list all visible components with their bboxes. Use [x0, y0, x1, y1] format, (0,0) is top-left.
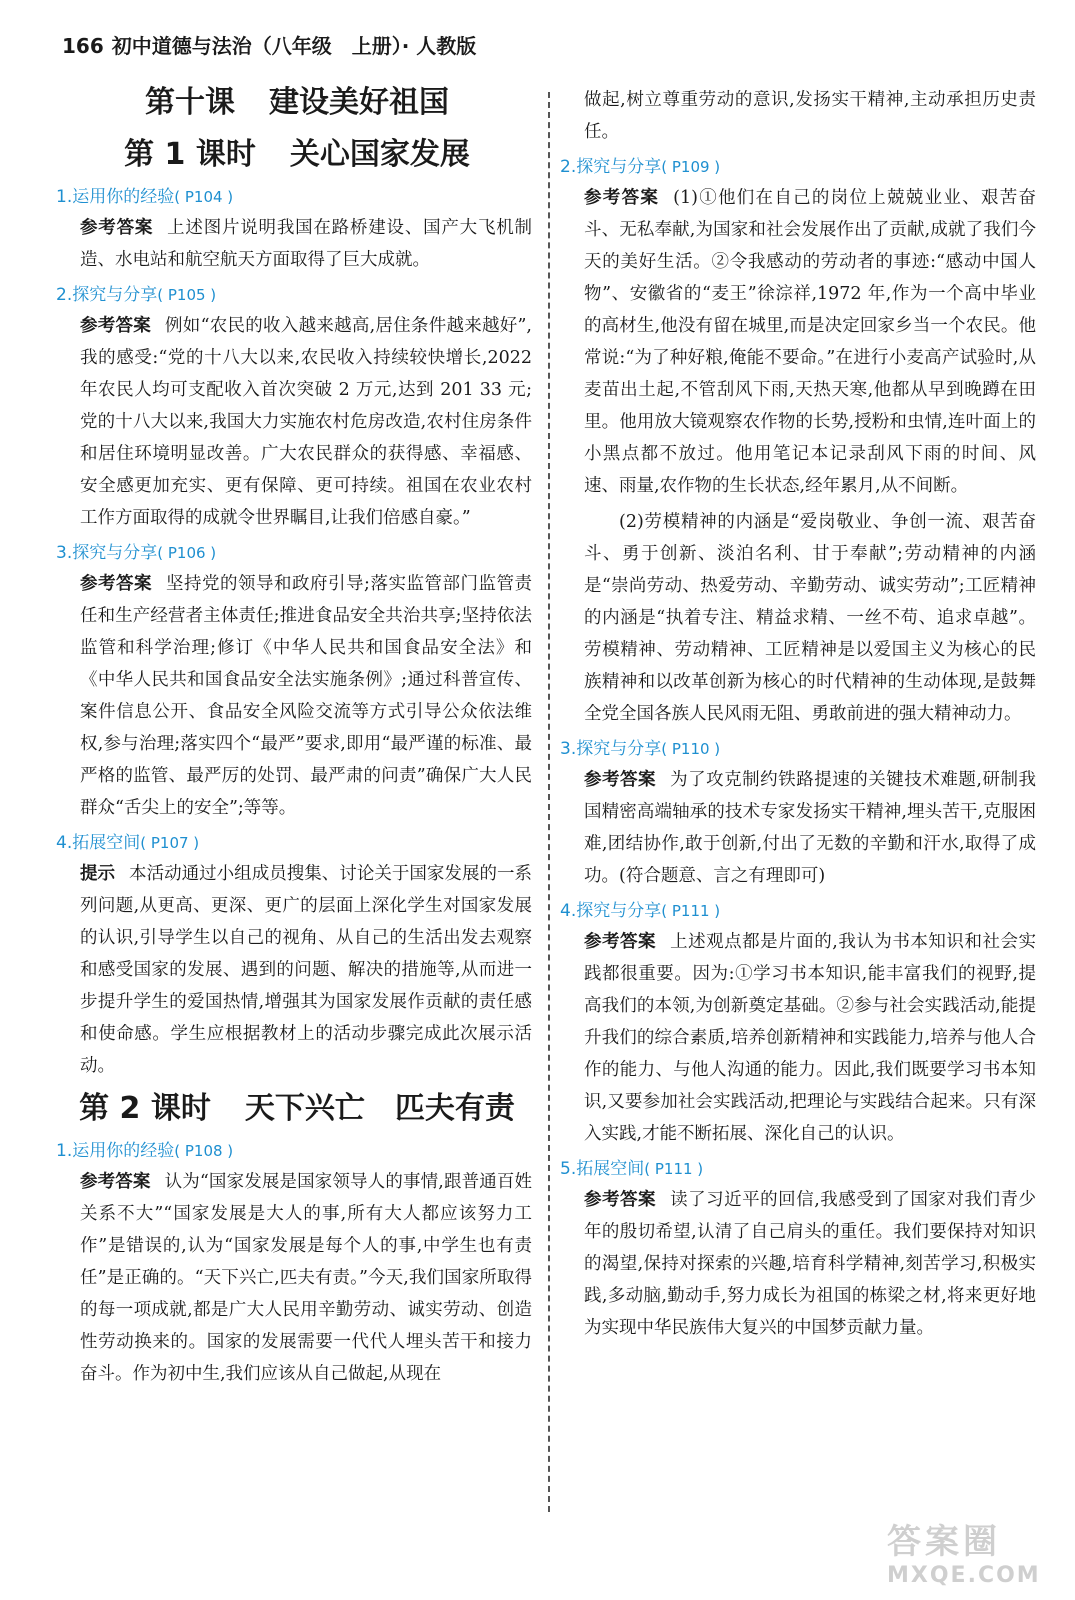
- section-heading: 3.探究与分享( P110 ): [560, 739, 721, 759]
- section-heading: 4.探究与分享( P111 ): [560, 901, 721, 921]
- page-number: 166: [62, 34, 104, 58]
- section-heading: 1.运用你的经验( P104 ): [56, 187, 234, 207]
- lesson-name: 建设美好祖国: [269, 85, 449, 120]
- answer-paragraph: (2)劳模精神的内涵是“爱岗敬业、争创一流、艰苦奋斗、勇于创新、淡泊名利、甘于奉献”;劳动精神的内涵是“崇尚劳动、热爱劳动、辛勤劳动、诚实劳动”;工匠精神的内涵是“执着专注、精益求精、一丝不苟、追求卓越”。劳模精神、劳动精神、工匠精神是以爱国主义为核心的民族精神和以改革创新为核心的时代精神的生动体现,是鼓舞全党全国各族人民风雨无阻、勇敢前进的强大精神动力。: [584, 512, 1036, 724]
- class-name: 天下兴亡 匹夫有责: [244, 1091, 515, 1126]
- column-divider: [548, 92, 550, 1512]
- section-heading: 3.探究与分享( P106 ): [56, 543, 217, 563]
- answer-label: 参考答案: [584, 932, 657, 952]
- answer-paragraph: 参考答案 坚持党的领导和政府引导;落实监管部门监管责任和生产经营者主体责任;推进食品安全共治共享;坚持依法监管和科学治理;修订《中华人民共和国食品安全法》和《中华人民共和国食品安全法实施条例》;通过科普宣传、案件信息公开、食品安全风险交流等方式引导公众依法维权,参与治理;落实四个“最严”要求,即用“最严谨的标准、最严格的监管、最严厉的处罚、最严肃的问责”确保广大人民群众“舌尖上的安全”;等等。: [80, 574, 532, 818]
- class-name: 关心国家发展: [289, 137, 470, 172]
- hint-paragraph: 提示 本活动通过小组成员搜集、讨论关于国家发展的一系列问题,从更高、更深、更广的层面上深化学生对国家发展的认识,引导学生以自己的视角、从自己的生活出发去观察和感受国家的发展、遇到的问题、解决的措施等,从而进一步提升学生的爱国热情,增强其为国家发展作贡献的责任感和使命感。学生应根据教材上的活动步骤完成此次展示活动。: [80, 864, 533, 1076]
- hint-label: 提示: [80, 864, 116, 884]
- section-heading: 2.探究与分享( P109 ): [560, 157, 721, 177]
- watermark-url: MXQE.COM: [887, 1563, 1041, 1588]
- answer-label: 参考答案: [80, 574, 153, 594]
- class-number: 第 2 课时: [79, 1091, 211, 1126]
- class-number: 第 1 课时: [124, 137, 256, 172]
- answer-paragraph: 参考答案 读了习近平的回信,我感受到了国家对我们青少年的殷切希望,认清了自己肩头的重任。我们要保持对知识的渴望,保持对探索的兴趣,培育科学精神,刻苦学习,积极实践,多动脑,勤动手,努力成长为祖国的栋梁之材,将来更好地为实现中华民族伟大复兴的中国梦贡献力量。: [584, 1190, 1037, 1338]
- answer-paragraph: 参考答案 上述图片说明我国在路桥建设、国产大飞机制造、水电站和航空航天方面取得了巨大成就。: [80, 218, 533, 270]
- section-heading: 5.拓展空间( P111 ): [560, 1159, 704, 1179]
- answer-paragraph: 参考答案 例如“农民的收入越来越高,居住条件越来越好”,我的感受:“党的十八大以来,农民收入持续较快增长,2022 年农民人均可支配收入首次突破 2 万元,达到 201 33 元;党的十八大以来,我国大力实施农村危房改造,农村住房条件和居住环境明显改善。广大农民群众的获得感、幸福感、安全感更加充实、更有保障、更可持续。祖国在农业农村工作方面取得的成就令世界瞩目,让我们倍感自豪。”: [80, 316, 532, 528]
- answer-paragraph: 参考答案 (1)①他们在自己的岗位上兢兢业业、艰苦奋斗、无私奉献,为国家和社会发展作出了贡献,成就了我们今天的美好生活。②令我感动的劳动者的事迹:“感动中国人物”、安徽省的“麦王”徐淙祥,1972 年,作为一个高中毕业的高材生,他没有留在城里,而是决定回家乡当一个农民。他常说:“为了种好粮,俺能不要命。”在进行小麦高产试验时,从麦苗出土起,不管刮风下雨,天热天寒,他都从早到晚蹲在田里。他用放大镜观察农作物的长势,授粉和虫情,连叶面上的小黑点都不放过。他用笔记本记录刮风下雨的时间、风速、雨量,农作物的生长状态,经年累月,从不间断。: [584, 188, 1037, 496]
- answer-paragraph: 参考答案 认为“国家发展是国家领导人的事情,跟普通百姓关系不大”“国家发展是大人的事,所有大人都应该努力工作”是错误的,认为“国家发展是每个人的事,中学生也有责任”是正确的。“天下兴亡,匹夫有责。”今天,我们国家所取得的每一项成就,都是广大人民用辛勤劳动、诚实劳动、创造性劳动换来的。国家的发展需要一代代人埋头苦干和接力奋斗。作为初中生,我们应该从自己做起,从现在: [80, 1172, 532, 1384]
- section-heading: 2.探究与分享( P105 ): [56, 285, 217, 305]
- answer-paragraph: 参考答案 为了攻克制约铁路提速的关键技术难题,研制我国精密高端轴承的技术专家发扬实干精神,埋头苦干,克服困难,团结协作,敢于创新,付出了无数的辛勤和汗水,取得了成功。(符合题意、言之有理即可): [584, 770, 1037, 886]
- answer-label: 参考答案: [584, 1190, 657, 1210]
- page-header: [62, 30, 476, 59]
- watermark: [887, 1514, 1047, 1588]
- answer-label: 参考答案: [584, 188, 660, 208]
- book-title: 初中道德与法治（八年级 上册）· 人教版: [111, 34, 477, 58]
- watermark-text: 答案圈: [887, 1522, 1001, 1562]
- answer-paragraph: 参考答案 上述观点都是片面的,我认为书本知识和社会实践都很重要。因为:①学习书本知识,能丰富我们的视野,提高我们的本领,为创新奠定基础。②参与社会实践活动,能提升我们的综合素质,培养创新精神和实践能力,培养与他人合作的能力、与他人沟通的能力。因此,我们既要学习书本知识,又要参加社会实践活动,把理论与实践结合起来。只有深入实践,才能不断拓展、深化自己的认识。: [584, 932, 1037, 1144]
- right-column: [560, 84, 1037, 1348]
- answer-label: 参考答案: [80, 316, 152, 336]
- section-heading: 4.拓展空间( P107 ): [56, 833, 200, 853]
- lesson-title: [62, 82, 532, 124]
- left-column: [56, 82, 533, 1394]
- class-2-title: [62, 1088, 532, 1130]
- answer-label: 参考答案: [584, 770, 657, 790]
- section-heading: 1.运用你的经验( P108 ): [56, 1141, 234, 1161]
- answer-label: 参考答案: [80, 1172, 151, 1192]
- lesson-number: 第十课: [145, 85, 235, 120]
- continued-paragraph: 做起,树立尊重劳动的意识,发扬实干精神,主动承担历史责任。: [584, 90, 1036, 142]
- class-1-title: [62, 134, 532, 176]
- answer-label: 参考答案: [80, 218, 154, 238]
